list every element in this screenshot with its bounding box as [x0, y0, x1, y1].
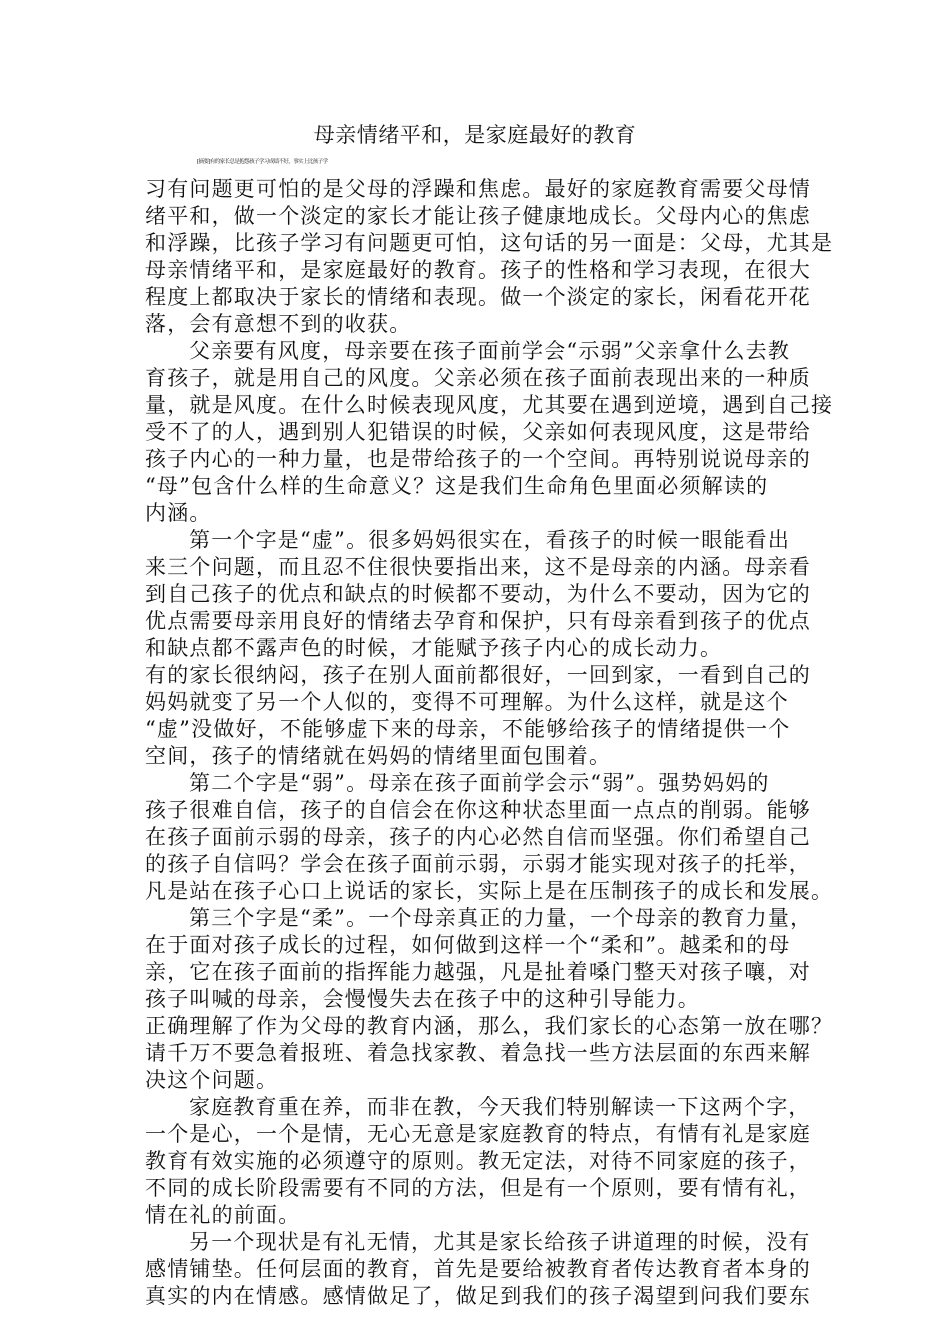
text-line: 绪平和，做一个淡定的家长才能让孩子健康地成长。父母内心的焦虑 — [145, 204, 811, 228]
text-line: 孩子很难自信，孩子的自信会在你这种状态里面一点点的削弱。能够 — [145, 798, 811, 822]
text-line: 育孩子，就是用自己的风度。父亲必须在孩子面前表现出来的一种质 — [145, 366, 811, 390]
text-line: 来三个问题，而且忍不住很快要指出来，这不是母亲的内涵。母亲看 — [145, 555, 811, 579]
text-line: 父亲要有风度，母亲要在孩子面前学会“示弱”父亲拿什么去教 — [189, 339, 791, 363]
text-line: 第一个字是“虚”。很多妈妈很实在，看孩子的时候一眼能看出 — [189, 528, 791, 552]
text-line: 到自己孩子的优点和缺点的时候都不要动，为什么不要动，因为它的 — [145, 582, 811, 606]
text-line: 在孩子面前示弱的母亲，孩子的内心必然自信而坚强。你们希望自己 — [145, 825, 811, 849]
text-line: 在于面对孩子成长的过程，如何做到这样一个“柔和”。越柔和的母 — [145, 933, 791, 957]
text-line: 孩子叫喊的母亲，会慢慢失去在孩子中的这种引导能力。 — [145, 987, 700, 1011]
text-line: 优点需要母亲用良好的情绪去孕育和保护，只有母亲看到孩子的优点 — [145, 609, 811, 633]
text-line: 习有问题更可怕的是父母的浮躁和焦虑。最好的家庭教育需要父母情 — [145, 177, 811, 201]
text-line: 一个是心，一个是情，无心无意是家庭教育的特点，有情有礼是家庭 — [145, 1122, 811, 1146]
text-line: 受不了的人，遇到别人犯错误的时候，父亲如何表现风度，这是带给 — [145, 420, 811, 444]
text-line: 真实的内在情感。感情做足了，做足到我们的孩子渴望到问我们要东 — [145, 1284, 811, 1308]
text-line: 教育有效实施的必须遵守的原则。教无定法，对待不同家庭的孩子， — [145, 1149, 811, 1173]
text-line: 妈妈就变了另一个人似的，变得不可理解。为什么这样，就是这个 — [145, 690, 789, 714]
text-line: 程度上都取决于家长的情绪和表现。做一个淡定的家长，闲看花开花 — [145, 285, 811, 309]
text-line: 和缺点都不露声色的时候，才能赋予孩子内心的成长动力。 — [145, 636, 723, 660]
text-line: 落，会有意想不到的收获。 — [145, 312, 412, 336]
text-line: 另一个现状是有礼无情，尤其是家长给孩子讲道理的时候，没有 — [189, 1230, 811, 1254]
text-line: 和浮躁，比孩子学习有问题更可怕，这句话的另一面是：父母，尤其是 — [145, 231, 834, 255]
text-line: 孩子内心的一种力量，也是带给孩子的一个空间。再特别说说母亲的 — [145, 447, 811, 471]
text-line: “虚”没做好，不能够虚下来的母亲，不能够给孩子的情绪提供一个 — [145, 717, 791, 741]
text-line: 家庭教育重在养，而非在教，今天我们特别解读一下这两个字， — [189, 1095, 811, 1119]
text-line: 决这个问题。 — [145, 1068, 279, 1092]
text-line: 有的家长很纳闷，孩子在别人面前都很好，一回到家，一看到自己的 — [145, 663, 811, 687]
text-line: 第三个字是“柔”。一个母亲真正的力量，一个母亲的教育力量， — [189, 906, 813, 930]
text-line: 量，就是风度。在什么时候表现风度，尤其要在遇到逆境，遇到自己接 — [145, 393, 834, 417]
document-title: 母亲情绪平和，是家庭最好的教育 — [313, 123, 637, 147]
text-line: [摘要]有的家长总是抱怨孩子学习成绩不好，事实上比孩子学 — [197, 159, 328, 165]
text-line: 感情铺垫。任何层面的教育，首先是要给被教育者传达教育者本身的 — [145, 1257, 811, 1281]
text-line: 的孩子自信吗？学会在孩子面前示弱，示弱才能实现对孩子的托举， — [145, 852, 811, 876]
text-line: 正确理解了作为父母的教育内涵，那么，我们家长的心态第一放在哪？ — [145, 1014, 834, 1038]
text-line: 不同的成长阶段需要有不同的方法，但是有一个原则，要有情有礼， — [145, 1176, 811, 1200]
text-line: 凡是站在孩子心口上说话的家长，实际上是在压制孩子的成长和发展。 — [145, 879, 834, 903]
text-line: 请千万不要急着报班、着急找家教、着急找一些方法层面的东西来解 — [145, 1041, 811, 1065]
text-line: 情在礼的前面。 — [145, 1203, 301, 1227]
text-line: 母亲情绪平和，是家庭最好的教育。孩子的性格和学习表现，在很大 — [145, 258, 811, 282]
text-line: 内涵。 — [145, 501, 212, 525]
text-line: “母”包含什么样的生命意义？这是我们生命角色里面必须解读的 — [145, 474, 769, 498]
text-line: 第二个字是“弱”。母亲在孩子面前学会示“弱”。强势妈妈的 — [189, 771, 770, 795]
text-line: 空间，孩子的情绪就在妈妈的情绪里面包围着。 — [145, 744, 612, 768]
text-line: 亲，它在孩子面前的指挥能力越强，凡是扯着嗓门整天对孩子嚷，对 — [145, 960, 811, 984]
